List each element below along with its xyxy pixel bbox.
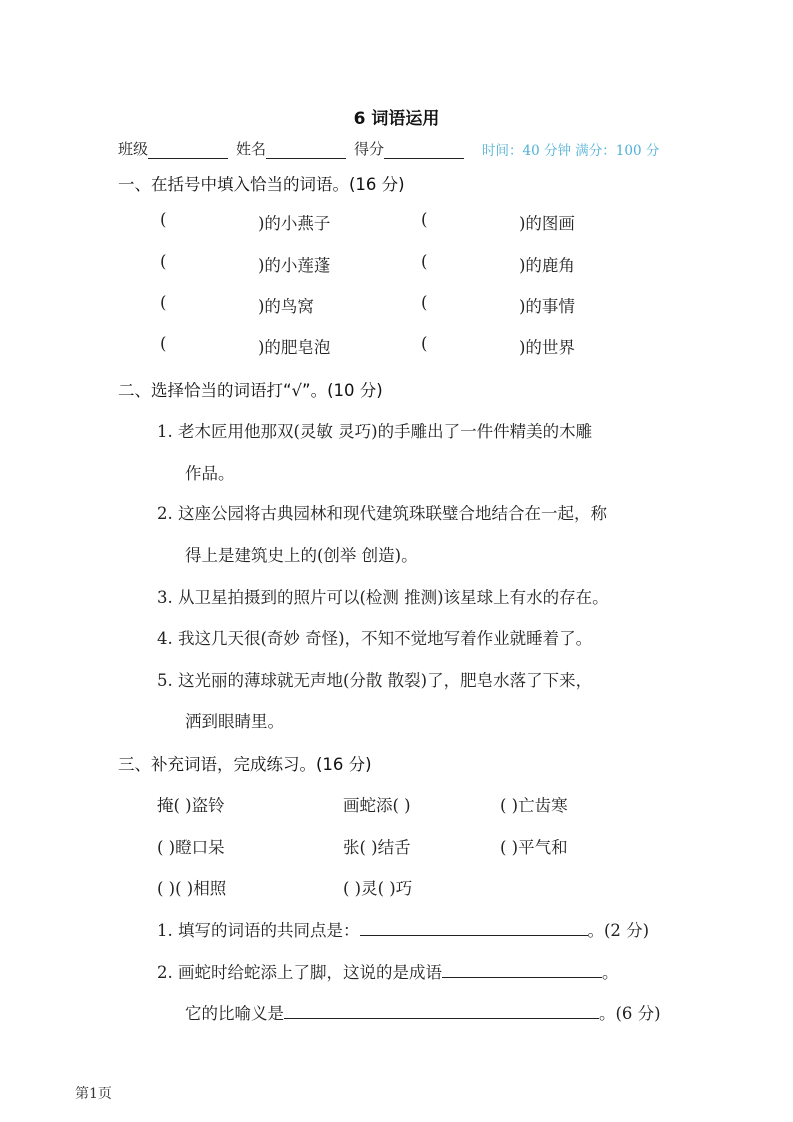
paren-open: ( (421, 252, 428, 271)
fill-item[interactable]: )的鹿角 (519, 256, 575, 275)
question-line[interactable]: 3. 从卫星拍摄到的照片可以(检测 推测)该星球上有水的存在。 (157, 588, 609, 607)
q1-answer-blank[interactable] (360, 921, 588, 936)
class-field[interactable] (148, 142, 228, 159)
score-label: 得分 (354, 140, 385, 158)
question-line[interactable]: 4. 我这几天很(奇妙 奇怪)，不知不觉地写着作业就睡着了。 (157, 629, 593, 648)
question-line[interactable]: 1. 老木匠用他那双(灵敏 灵巧)的手雕出了一件件精美的木雕 (157, 422, 593, 441)
q2b-prompt: 它的比喻义是 (185, 1004, 284, 1023)
page-title: 6 词语运用 (353, 109, 440, 129)
fill-item[interactable]: )的鸟窝 (258, 297, 314, 316)
name-label: 姓名 (236, 140, 267, 158)
q1-prompt: 1. 填写的词语的共同点是： (157, 921, 360, 940)
q2b-points: 。(6 分) (599, 1004, 661, 1023)
q2-period: 。 (602, 963, 619, 982)
idiom-item[interactable]: 张( )结舌 (343, 838, 411, 857)
section1-heading: 一、在括号中填入恰当的词语。(16 分) (118, 175, 405, 194)
class-label: 班级 (118, 140, 149, 158)
section3-q2b (185, 1000, 661, 1024)
q2-idiom-blank[interactable] (442, 963, 602, 978)
paren-open: ( (421, 210, 428, 229)
question-line[interactable]: 2. 这座公园将古典园林和现代建筑珠联璧合地结合在一起，称 (157, 504, 607, 523)
question-line: 作品。 (185, 464, 235, 483)
paren-open: ( (421, 293, 428, 312)
fill-item[interactable]: )的图画 (519, 214, 575, 233)
idiom-item[interactable]: 画蛇添( ) (343, 796, 411, 815)
fill-item[interactable]: )的小莲蓬 (258, 256, 331, 275)
fill-item[interactable]: )的事情 (519, 297, 575, 316)
paren-open: ( (160, 334, 167, 353)
score-field[interactable] (384, 142, 464, 159)
time-score-info: 时间：40 分钟 满分：100 分 (482, 143, 660, 159)
section2-heading: 二、选择恰当的词语打“√”。(10 分) (118, 381, 383, 400)
page-number: 第1页 (75, 1086, 112, 1102)
question-line[interactable]: 5. 这光丽的薄球就无声地(分散 散裂)了，肥皂水落了下来， (157, 671, 593, 690)
q1-points: 。(2 分) (587, 921, 650, 940)
q2-prompt: 2. 画蛇时给蛇添上了脚，这说的是成语 (157, 963, 442, 982)
fill-item[interactable]: )的肥皂泡 (258, 338, 331, 357)
fill-item[interactable]: )的世界 (519, 338, 575, 357)
question-line: 洒到眼睛里。 (185, 712, 284, 731)
idiom-item[interactable]: ( )灵( )巧 (343, 879, 413, 898)
paren-open: ( (160, 210, 167, 229)
question-line[interactable]: 得上是建筑史上的(创举 创造)。 (185, 546, 418, 565)
idiom-item[interactable]: 掩( )盗铃 (157, 796, 225, 815)
idiom-item[interactable]: ( )平气和 (500, 838, 568, 857)
paren-open: ( (160, 252, 167, 271)
q2b-meaning-blank[interactable] (284, 1004, 599, 1019)
paren-open: ( (421, 334, 428, 353)
name-field[interactable] (266, 142, 346, 159)
section3-heading: 三、补充词语，完成练习。(16 分) (118, 755, 372, 774)
section3-q2 (157, 959, 619, 983)
idiom-item[interactable]: ( )瞪口呆 (157, 838, 225, 857)
paren-open: ( (160, 293, 167, 312)
student-info-row (118, 138, 659, 159)
fill-item[interactable]: )的小燕子 (258, 214, 331, 233)
idiom-item[interactable]: ( )( )相照 (157, 879, 227, 898)
idiom-item[interactable]: ( )亡齿寒 (500, 796, 568, 815)
section3-q1 (157, 917, 649, 941)
